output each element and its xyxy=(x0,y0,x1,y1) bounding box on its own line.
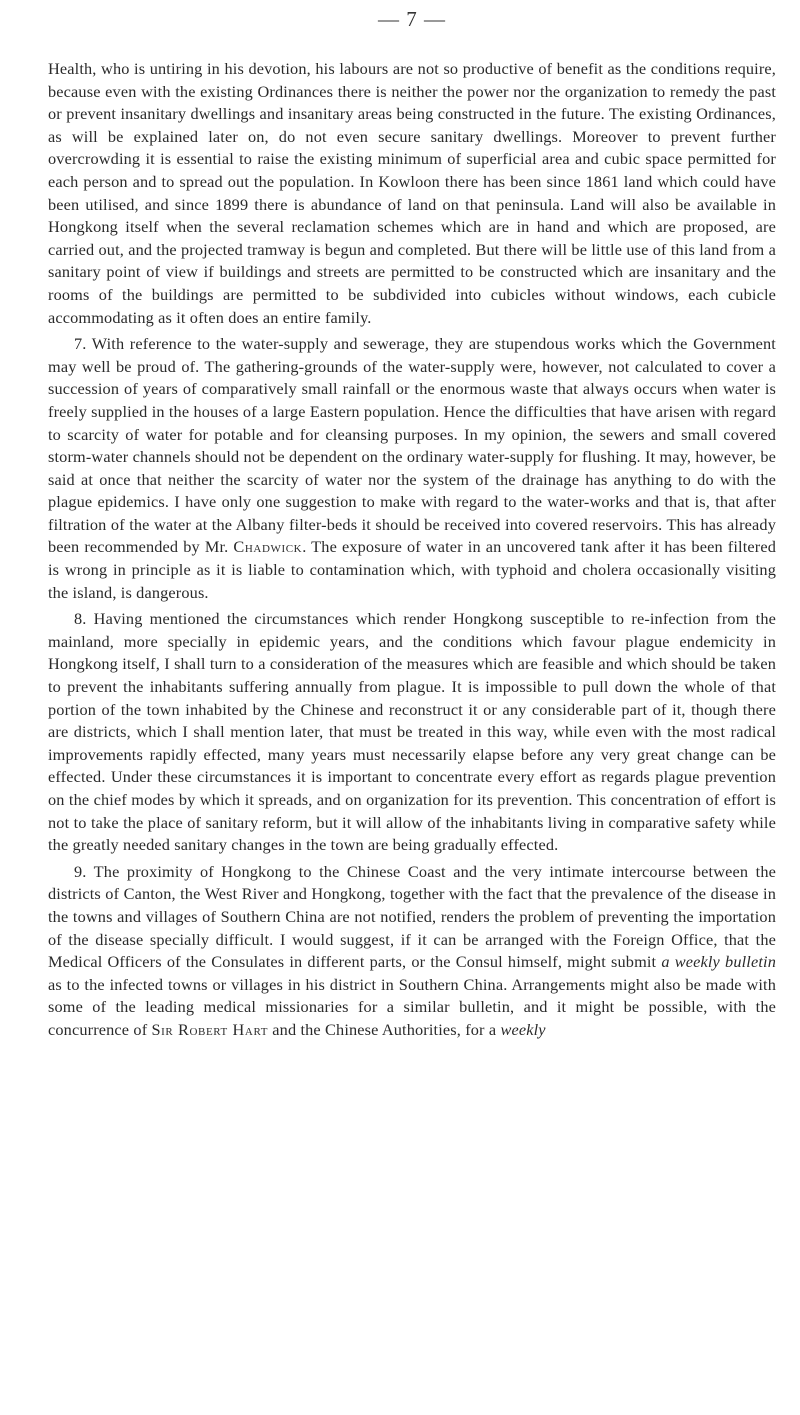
paragraph-7-text-b: . The exposure of water in an uncovered tank after it has been filtered is wrong in principle as it is liable to contamination which, with typhoid and cholera occasionally visiting the island, is dangerous. xyxy=(48,537,776,602)
italic-weekly: weekly xyxy=(500,1019,546,1039)
person-name-chadwick: Chadwick xyxy=(233,537,303,557)
italic-weekly-bulletin: a weekly bulletin xyxy=(661,952,776,972)
paragraph-7 xyxy=(48,333,776,604)
paragraph-8: 8. Having mentioned the circumstances which render Hongkong susceptible to re-infection from the mainland, more specially in epidemic years, and the conditions which favour plague endemicity in Hongkong itself, I shall turn to a consideration of the measures which are feasible and which should be taken to prevent the inhabitants suffering annually from plague. It is impossible to pull down the whole of that portion of the town inhabited by the Chinese and reconstruct it or any considerable part of it, though there are districts, which I shall mention later, that must be treated in this way, while even with the most radical improvements rapidly effected, many years must necessarily elapse before any very great change can be effected. Under these circumstances it is important to concentrate every effort as regards plague prevention on the chief modes by which it spreads, and on organization for its prevention. This concentration of effort is not to take the place of sanitary reform, but it will allow of the inhabitants living in comparative safety while the greatly needed sanitary changes in the town are being gradually effected. xyxy=(48,609,776,855)
page-number: — 7 — xyxy=(378,7,446,31)
person-name-robert-hart: Sir Robert Hart xyxy=(151,1019,269,1039)
paragraph-9-text-b: as to the infected towns or villages in his district in Southern China. Arrangements might also be made with some of the leading medical missionaries for a similar bulletin, and it might be possible, with the concurrence of xyxy=(48,974,776,1039)
paragraph-6-continued: Health, who is untiring in his devotion, his labours are not so productive of benefit as the conditions require, because even with the existing Ordinances there is neither the power nor the organization to remedy the past or prevent insanitary dwellings and insanitary areas being constructed in the future. The existing Ordinances, as will be explained later on, do not even secure sanitary dwellings. Moreover to prevent further overcrowding it is essential to raise the existing minimum of superficial area and cubic space permitted for each person and to spread out the population. In Kowloon there has been since 1861 land which could have been utilised, and since 1899 there is abundance of land on that peninsula. Land will also be available in Hongkong itself when the several reclamation schemes which are in hand and which are proposed, are carried out, and the projected tramway is begun and completed. But there will be little use of this land from a sanitary point of view if buildings and streets are permitted to be constructed which are insanitary and the rooms of the buildings are permitted to be subdivided into cubicles without windows, each cubicle accommodating as it often does an entire family. xyxy=(48,59,776,327)
paragraph-9 xyxy=(48,861,776,1042)
paragraph-9-text-c: and the Chinese Authorities, for a xyxy=(268,1019,501,1039)
paragraph-7-text-a: 7. With reference to the water-supply and sewerage, they are stupendous works which the Government may well be proud of. The gathering-grounds of the water-supply were, however, not calculated to cover a succession of years of comparatively small rainfall or the enormous waste that always occurs when water is freely supplied in the houses of a large Eastern population. Hence the difficulties that have arisen with regard to scarcity of water for potable and for cleansing purposes. In my opinion, the sewers and small covered storm-water channels should not be dependent on the ordinary water-supply for flushing. It may, however, be said at once that neither the scarcity of water nor the system of the drainage has anything to do with the plague epidemics. I have only one suggestion to make with regard to the water-works and that is, that after filtration of the water at the Albany filter-beds it should be received into covered reservoirs. This has already been recommended by Mr. xyxy=(48,334,776,557)
paragraph-9-text-a: 9. The proximity of Hongkong to the Chinese Coast and the very intimate intercourse between the districts of Canton, the West River and Hongkong, together with the fact that the prevalence of the disease in the towns and villages of Southern China are not notified, renders the problem of preventing the importation of the disease specially difficult. I would suggest, if it can be arranged with the Foreign Office, that the Medical Officers of the Consulates in different parts, or the Consul himself, might submit xyxy=(48,861,776,972)
